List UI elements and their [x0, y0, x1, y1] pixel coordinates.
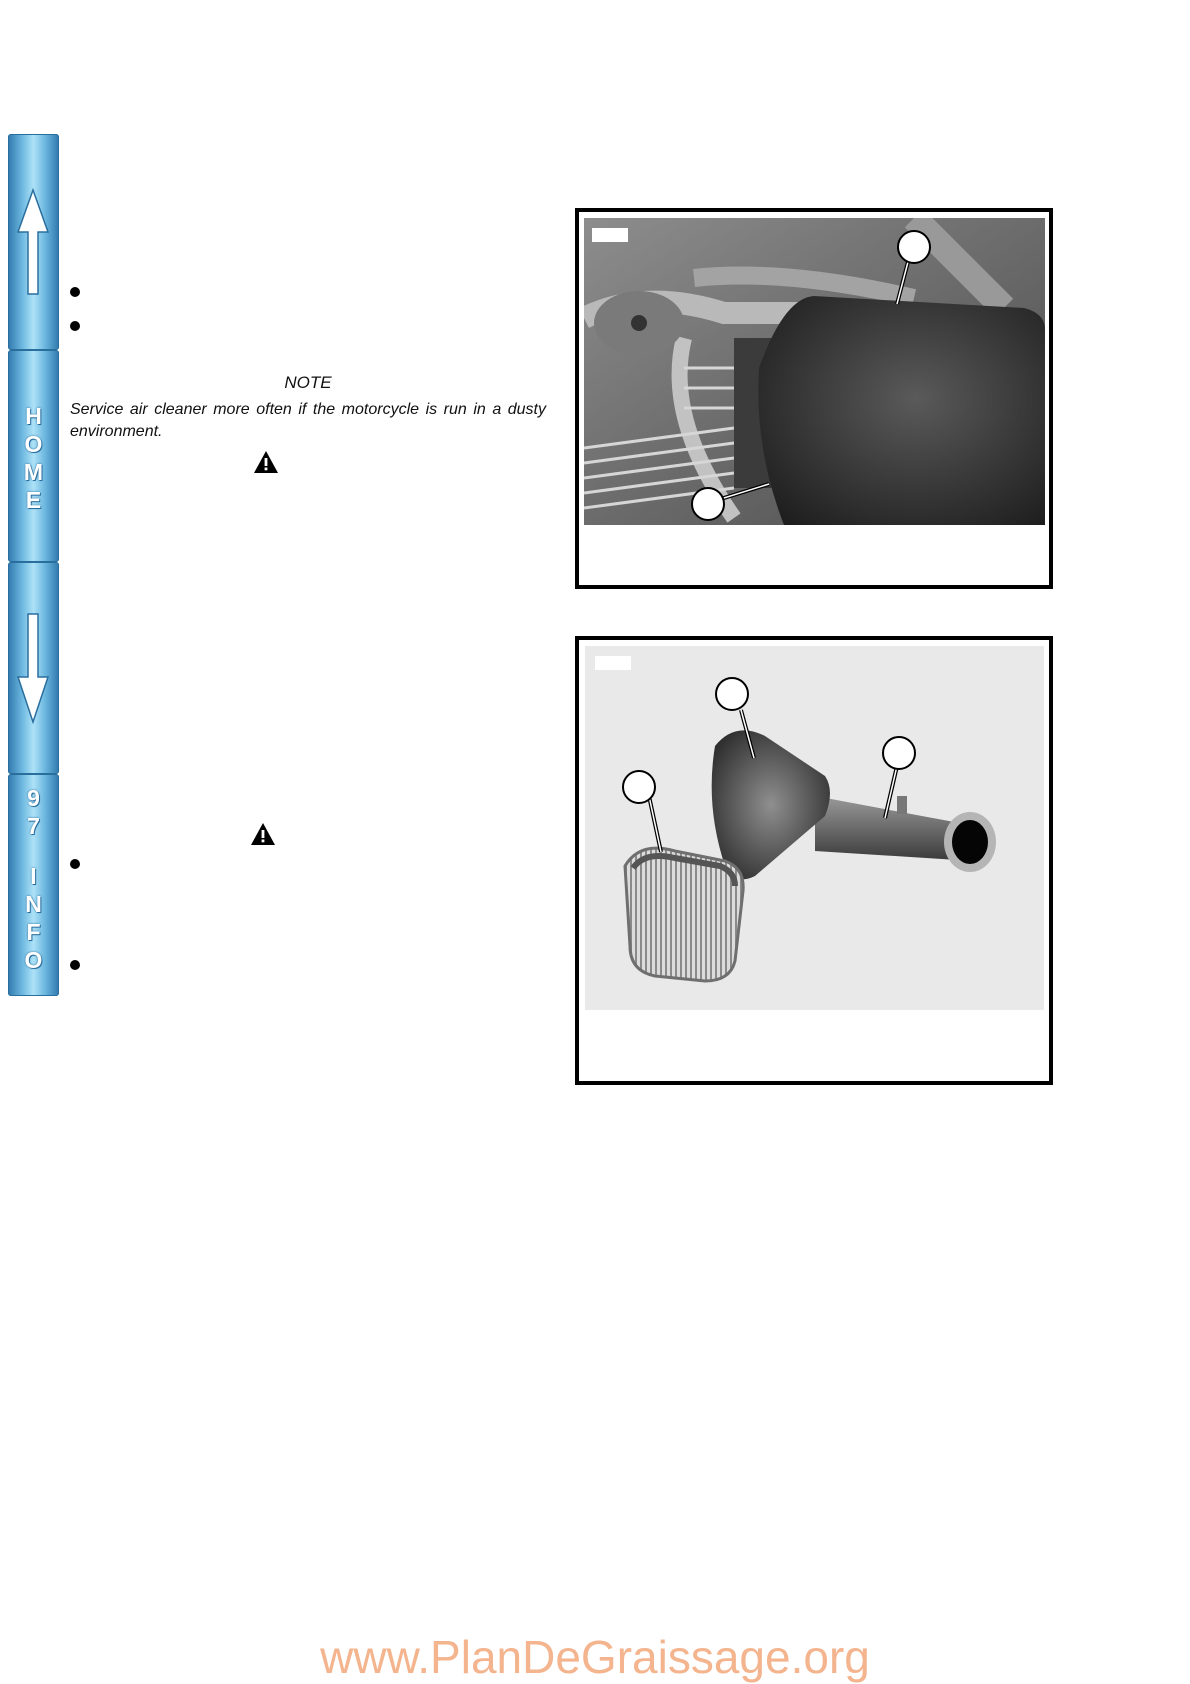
site-watermark: www.PlanDeGraissage.org — [320, 1631, 870, 1683]
info-button[interactable] — [8, 774, 59, 996]
bullet-icon — [70, 960, 80, 970]
bullet-icon — [70, 859, 80, 869]
info-letter: I — [30, 863, 37, 889]
home-letter: O — [24, 431, 43, 457]
warning-triangle-icon — [253, 450, 279, 474]
warning-triangle-icon — [250, 822, 276, 846]
note-text: Service air cleaner more often if the motorcycle is run in a dusty environment. — [70, 401, 546, 440]
info-label-number — [8, 784, 59, 840]
bullet-icon — [70, 287, 80, 297]
info-label-word — [8, 862, 59, 974]
home-letter: H — [25, 403, 42, 429]
home-button[interactable] — [8, 350, 59, 562]
arrow-up-icon — [8, 134, 59, 350]
callout-marker — [897, 230, 931, 264]
next-page-button[interactable] — [8, 562, 59, 774]
callout-marker — [715, 677, 749, 711]
figure-air-cleaner-installed — [575, 208, 1053, 589]
side-navigation — [8, 134, 59, 996]
previous-page-button[interactable] — [8, 134, 59, 350]
home-letter: M — [23, 459, 44, 485]
info-letter: F — [26, 919, 41, 945]
info-letter: 9 — [27, 785, 40, 811]
bullet-icon — [70, 321, 80, 331]
callout-marker — [691, 487, 725, 521]
arrow-down-icon — [8, 562, 59, 774]
info-letter: O — [24, 947, 43, 973]
note-title: NOTE — [284, 373, 332, 392]
callout-leaders — [579, 640, 1049, 1081]
callout-marker — [622, 770, 656, 804]
callout-marker — [882, 736, 916, 770]
figure-air-cleaner-parts — [575, 636, 1053, 1085]
home-label — [8, 402, 59, 514]
info-letter: N — [25, 891, 42, 917]
info-letter: 7 — [27, 813, 40, 839]
home-letter: E — [25, 487, 42, 513]
callout-leaders — [579, 212, 1049, 585]
